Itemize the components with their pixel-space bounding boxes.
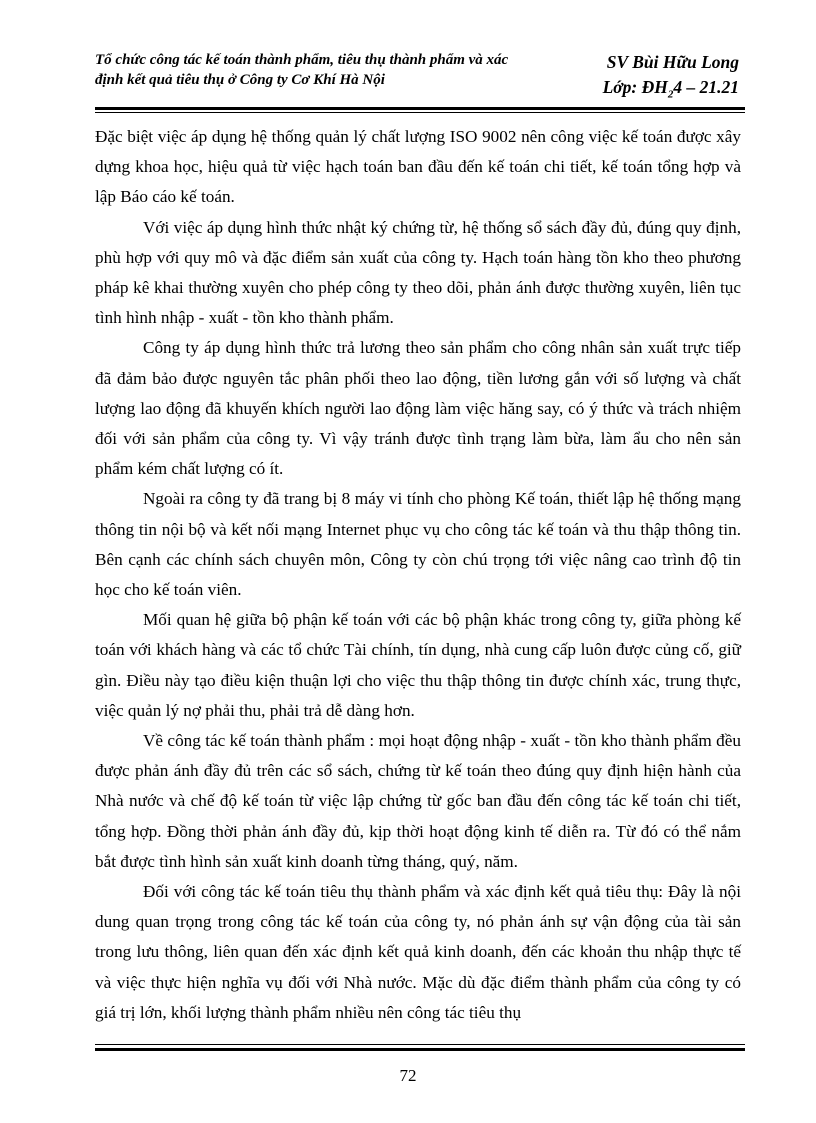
footer-rule-thin [95,1044,745,1045]
document-body [95,122,741,1028]
page-header [95,50,745,106]
paragraph: Đặc biệt việc áp dụng hệ thống quản lý chất lượng ISO 9002 nên công việc kế toán được xây dựng khoa học, hiệu quả từ việc hạch toán ban đầu đến kế toán chi tiết, kế toán tổng hợp và lập Báo cáo kế toán. [95,127,741,207]
class-code: Lớp: $ĐH_24 - 21.21$ [602,77,739,101]
paragraph: Với việc áp dụng hình thức nhật ký chứng từ, hệ thống sổ sách đầy đủ, đúng quy định, phù hợp với quy mô và đặc điểm sản xuất của công ty. Hạch toán hàng tồn kho theo phương pháp kê khai thường xuyên cho phép công ty theo dõi, phản ánh được thường xuyên, liên tục tình hình nhập - xuất - tồn kho thành phẩm. [95,217,741,328]
document-title [95,50,565,90]
document-title-line-1: Tổ chức công tác kế toán thành phẩm, tiêu thụ thành phẩm và xác [95,52,509,68]
paragraph: Về công tác kế toán thành phẩm : mọi hoạt động nhập - xuất - tồn kho thành phẩm đều được phản ánh đầy đủ trên các sổ sách, chứng từ kế toán theo đúng quy định hiện hành của Nhà nước và chế độ kế toán từ việc lập chứng từ gốc ban đầu đến công tác kế toán chi tiết, tổng hợp. Đồng thời phản ánh đầy đủ, kịp thời hoạt động kinh tế diễn ra. Từ đó có thể nắm bắt được tình hình sản xuất kinh doanh từng tháng, quý, năm. [95,731,741,871]
paragraph: Ngoài ra công ty đã trang bị 8 máy vi tính cho phòng Kế toán, thiết lập hệ thống mạng thông tin nội bộ và kết nối mạng Internet phục vụ cho công tác kế toán và thu thập thông tin. Bên cạnh các chính sách chuyên môn, Công ty còn chú trọng tới việc nâng cao trình độ tin học cho kế toán viên. [95,489,741,600]
header-rule [95,107,745,110]
paragraph: Công ty áp dụng hình thức trả lương theo sản phẩm cho công nhân sản xuất trực tiếp đã đảm bảo được nguyên tắc phân phối theo lao động, tiền lương gắn với số lượng và chất lượng lao động đã khuyến khích người lao động làm việc hăng say, có ý thức và trách nhiệm đối với sản phẩm của công ty. Vì vậy tránh được tình trạng làm bừa, làm ẩu cho nên sản phẩm kém chất lượng có ít. [95,338,741,479]
paragraph: Mối quan hệ giữa bộ phận kế toán với các bộ phận khác trong công ty, giữa phòng kế toán với khách hàng và các tổ chức Tài chính, tín dụng, nhà cung cấp luôn được củng cố, giữ gìn. Điều này tạo điều kiện thuận lợi cho việc thu thập thông tin được chính xác, trung thực, việc quản lý nợ phải thu, phải trả dễ dàng hơn. [95,610,741,720]
footer-rule [95,1048,745,1051]
page-number: 72 [399,1066,417,1085]
document-title-line-2: định kết quả tiêu thụ ở Công ty Cơ Khí Hà Nội [95,72,385,88]
header-rule-thin [95,112,745,113]
author-name: SV Bùi Hữu Long [606,52,739,72]
paragraph: Đối với công tác kế toán tiêu thụ thành phẩm và xác định kết quả tiêu thụ: Đây là nội dung quan trọng trong công tác kế toán của công ty, nó phản ánh sự vận động của tài sản trong lưu thông, liên quan đến xác định kết quả kinh doanh, đến các khoản thu nhập thực tế và việc thực hiện nghĩa vụ đối với Nhà nước. Mặc dù đặc điểm thành phẩm của công ty có giá trị lớn, khối lượng thành phẩm nhiều nên công tác tiêu thụ [95,882,741,1022]
author-block [603,50,739,108]
